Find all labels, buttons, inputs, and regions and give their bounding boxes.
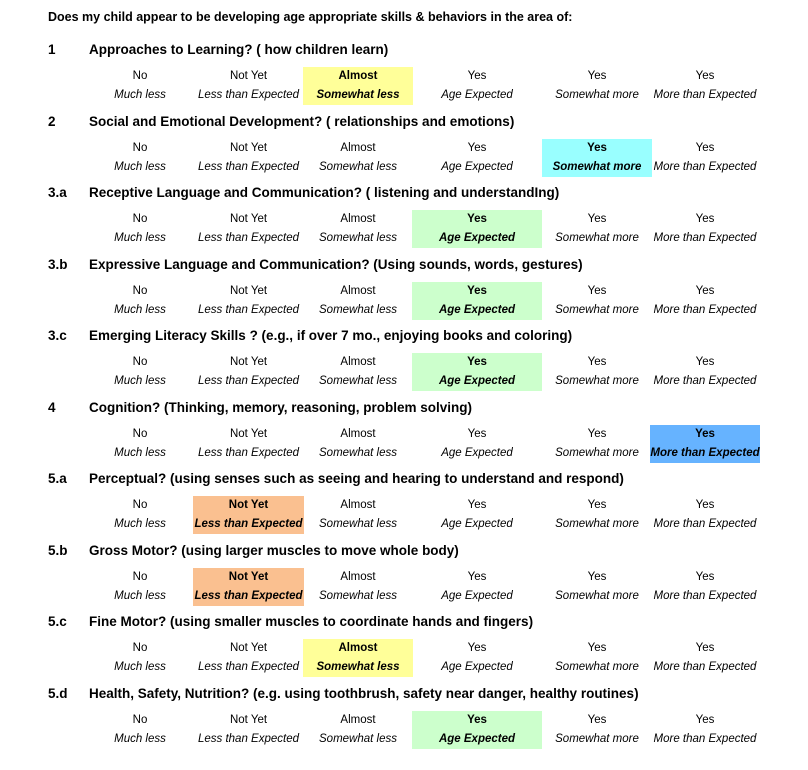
option-description: Less than Expected [197,232,299,244]
rating-option-0[interactable] [96,282,184,320]
assessment-item [0,541,808,602]
option-description: Somewhat less [319,589,397,602]
option-description: Somewhat less [316,661,400,673]
item-number: 3.c [48,328,67,343]
item-question: Perceptual? (using senses such as seeing and hearing to understand and respond) [89,471,624,486]
item-header [0,112,808,134]
option-description: Less than Expected [197,303,299,316]
option-description: More than Expected [653,518,757,530]
rating-option-0[interactable] [96,425,184,463]
rating-option-2[interactable] [303,139,413,177]
option-label: Yes [695,570,715,583]
option-label: Yes [587,213,607,225]
option-label: Yes [695,427,715,440]
option-description: Much less [114,661,166,673]
rating-option-2[interactable] [303,568,413,606]
option-description: More than Expected [653,303,757,316]
rating-option-1-selected[interactable] [193,568,304,606]
item-header [0,684,808,706]
option-label: Yes [467,499,487,511]
option-description: Somewhat more [555,232,639,244]
item-header [0,469,808,491]
option-description: Age Expected [441,160,513,173]
option-label: No [132,141,148,154]
option-description: Much less [114,446,166,459]
option-description: Less than Expected [197,732,299,745]
rating-option-2-selected[interactable] [303,67,413,105]
rating-option-3[interactable] [412,568,542,606]
option-label: Yes [467,213,487,225]
option-label: Yes [467,713,487,726]
option-label: Yes [467,570,487,583]
rating-option-1[interactable] [193,353,304,391]
option-label: Yes [695,213,715,225]
option-description: Somewhat less [319,446,397,459]
option-label: Yes [467,356,487,368]
item-number: 1 [48,42,56,57]
option-label: Yes [467,284,487,297]
assessment-item [0,183,808,244]
option-label: Yes [695,499,715,511]
rating-options [0,139,808,179]
option-label: Almost [340,213,376,225]
option-description: Much less [114,375,166,387]
option-label: Yes [467,642,487,654]
rating-option-5[interactable] [650,353,760,391]
option-description: Somewhat more [555,732,639,745]
option-label: Yes [587,499,607,511]
assessment-item [0,40,808,101]
option-label: Yes [587,713,607,726]
option-label: Not Yet [229,427,268,440]
rating-option-1[interactable] [193,67,304,105]
item-number: 5.b [48,542,68,558]
option-description: Much less [114,303,166,316]
rating-option-4[interactable] [542,353,652,391]
option-description: Much less [114,732,166,745]
item-question: Emerging Literacy Skills ? (e.g., if over 7 mo., enjoying books and coloring) [89,328,573,343]
rating-option-3[interactable] [412,67,542,105]
option-label: Yes [587,427,607,440]
option-description: Somewhat less [319,303,397,316]
option-label: Not Yet [229,284,268,297]
option-description: More than Expected [653,589,757,602]
rating-option-3-selected[interactable] [412,282,542,320]
rating-option-3-selected[interactable] [412,711,542,749]
option-label: Yes [695,284,715,297]
rating-option-4[interactable] [542,282,652,320]
option-label: Almost [340,356,376,368]
option-description: More than Expected [653,732,757,745]
option-description: Age Expected [441,518,513,530]
item-question: Gross Motor? (using larger muscles to move whole body) [89,542,459,558]
option-description: Somewhat more [555,661,639,673]
rating-option-5[interactable] [650,568,760,606]
option-label: Not Yet [229,70,268,82]
option-label: Yes [587,642,607,654]
option-description: Somewhat more [555,303,639,316]
rating-option-0[interactable] [96,67,184,105]
item-question: Cognition? (Thinking, memory, reasoning, problem solving) [89,399,473,415]
option-description: Somewhat more [555,375,639,387]
rating-option-2[interactable] [303,353,413,391]
option-label: Yes [587,70,607,82]
rating-option-2[interactable] [303,711,413,749]
rating-option-1-selected[interactable] [193,496,304,534]
rating-options [0,639,808,679]
option-label: No [132,499,148,511]
option-description: Age Expected [441,589,513,602]
rating-options [0,425,808,465]
item-header [0,183,808,205]
option-label: Yes [695,713,715,726]
option-description: Age Expected [438,303,516,316]
option-label: Not Yet [229,713,268,726]
rating-option-1[interactable] [193,210,304,248]
rating-option-4[interactable] [542,711,652,749]
item-header [0,612,808,634]
item-header [0,398,808,420]
item-number: 4 [48,399,56,415]
rating-option-4-selected[interactable] [542,139,652,177]
option-description: Somewhat more [555,589,639,602]
rating-option-3[interactable] [412,425,542,463]
option-label: Almost [340,141,376,154]
option-label: Almost [340,713,376,726]
option-description: Less than Expected [194,589,303,602]
option-label: Yes [467,70,487,82]
option-description: More than Expected [653,375,757,387]
rating-option-0[interactable] [96,496,184,534]
option-description: Much less [114,89,166,101]
rating-options [0,67,808,107]
assessment-item [0,255,808,316]
rating-option-3-selected[interactable] [412,353,542,391]
rating-option-0[interactable] [96,353,184,391]
option-description: Somewhat more [555,89,639,101]
option-description: Somewhat less [316,89,400,101]
assessment-item [0,684,808,745]
option-label: No [132,213,148,225]
option-label: Yes [467,141,487,154]
rating-options [0,210,808,250]
option-description: More than Expected [653,160,757,173]
page-title: Does my child appear to be developing age appropriate skills & behaviors in the area of: [48,10,573,24]
option-label: Not Yet [229,642,268,654]
rating-options [0,711,808,751]
option-label: Almost [340,284,376,297]
option-label: No [132,284,148,297]
rating-option-0[interactable] [96,568,184,606]
option-label: Yes [695,356,715,368]
option-label: Yes [467,427,487,440]
rating-option-0[interactable] [96,711,184,749]
item-number: 3.a [48,185,67,200]
option-label: Yes [587,570,607,583]
rating-option-3[interactable] [412,139,542,177]
rating-option-4[interactable] [542,639,652,677]
option-description: Much less [114,589,166,602]
option-label: Not Yet [229,141,268,154]
rating-option-0[interactable] [96,210,184,248]
rating-option-5-selected[interactable] [650,425,760,463]
option-label: No [132,713,148,726]
option-label: Not Yet [229,356,268,368]
option-label: Not Yet [228,499,269,511]
item-header [0,326,808,348]
rating-option-0[interactable] [96,139,184,177]
rating-option-0[interactable] [96,639,184,677]
assessment-item [0,469,808,530]
rating-option-5[interactable] [650,67,760,105]
option-description: Somewhat less [319,160,397,173]
option-label: No [132,70,148,82]
option-description: Less than Expected [197,375,299,387]
rating-option-1[interactable] [193,425,304,463]
option-description: Less than Expected [197,160,299,173]
assessment-item [0,612,808,673]
rating-option-5[interactable] [650,496,760,534]
item-header [0,541,808,563]
option-label: Yes [587,141,607,154]
rating-option-5[interactable] [650,282,760,320]
rating-option-2[interactable] [303,282,413,320]
option-description: Somewhat more [555,518,639,530]
rating-option-4[interactable] [542,568,652,606]
rating-option-4[interactable] [542,67,652,105]
option-label: Almost [338,70,378,82]
option-description: Somewhat more [552,160,642,173]
rating-option-4[interactable] [542,425,652,463]
item-question: Receptive Language and Communication? ( listening and understandIng) [89,185,560,200]
option-description: Age Expected [438,232,516,244]
option-label: Almost [338,642,378,654]
rating-option-1[interactable] [193,711,304,749]
option-label: Not Yet [228,570,269,583]
option-description: Somewhat less [319,518,397,530]
option-label: No [132,356,148,368]
option-label: No [132,570,148,583]
option-description: Somewhat less [319,232,397,244]
option-description: Much less [114,232,166,244]
rating-option-5[interactable] [650,639,760,677]
option-label: Yes [695,70,715,82]
item-question: Health, Safety, Nutrition? (e.g. using toothbrush, safety near danger, healthy routines) [89,685,639,701]
item-question: Social and Emotional Development? ( relationships and emotions) [89,113,515,129]
option-description: Somewhat more [555,446,639,459]
option-label: Yes [695,642,715,654]
option-description: More than Expected [653,232,757,244]
option-description: Less than Expected [197,446,299,459]
assessment-item [0,398,808,459]
option-label: Yes [587,284,607,297]
rating-option-4[interactable] [542,210,652,248]
option-label: Not Yet [229,213,268,225]
rating-option-3[interactable] [412,639,542,677]
rating-option-2[interactable] [303,425,413,463]
rating-option-5[interactable] [650,139,760,177]
assessment-item [0,326,808,387]
item-header [0,40,808,62]
option-description: More than Expected [653,661,757,673]
rating-options [0,282,808,322]
option-label: Yes [695,141,715,154]
item-number: 3.b [48,256,68,272]
option-description: Less than Expected [197,89,299,101]
option-label: No [132,642,148,654]
option-description: More than Expected [653,89,757,101]
option-description: Less than Expected [197,661,299,673]
item-number: 5.d [48,685,68,701]
option-label: Almost [340,499,376,511]
item-question: Approaches to Learning? ( how children learn) [89,42,389,57]
rating-options [0,353,808,393]
item-number: 5.a [48,471,67,486]
item-question: Fine Motor? (using smaller muscles to coordinate hands and fingers) [89,614,534,629]
option-description: Somewhat less [319,732,397,745]
rating-options [0,496,808,536]
option-label: Yes [587,356,607,368]
option-description: Less than Expected [194,518,303,530]
option-description: Somewhat less [319,375,397,387]
item-header [0,255,808,277]
rating-option-3[interactable] [412,496,542,534]
option-description: Age Expected [441,661,513,673]
option-description: Age Expected [438,375,516,387]
rating-option-4[interactable] [542,496,652,534]
rating-option-3-selected[interactable] [412,210,542,248]
option-description: More than Expected [650,446,760,459]
item-question: Expressive Language and Communication? (Using sounds, words, gestures) [89,256,583,272]
option-description: Much less [114,160,166,173]
rating-option-2-selected[interactable] [303,639,413,677]
rating-option-5[interactable] [650,711,760,749]
option-description: Age Expected [441,446,513,459]
rating-options [0,568,808,608]
rating-option-1[interactable] [193,282,304,320]
rating-option-1[interactable] [193,139,304,177]
option-description: Age Expected [438,732,516,745]
option-label: No [132,427,148,440]
item-number: 2 [48,113,56,129]
assessment-item [0,112,808,173]
rating-option-1[interactable] [193,639,304,677]
item-number: 5.c [48,614,67,629]
option-label: Almost [340,570,376,583]
rating-option-2[interactable] [303,210,413,248]
option-description: Age Expected [441,89,513,101]
rating-option-5[interactable] [650,210,760,248]
option-label: Almost [340,427,376,440]
option-description: Much less [114,518,166,530]
rating-option-2[interactable] [303,496,413,534]
